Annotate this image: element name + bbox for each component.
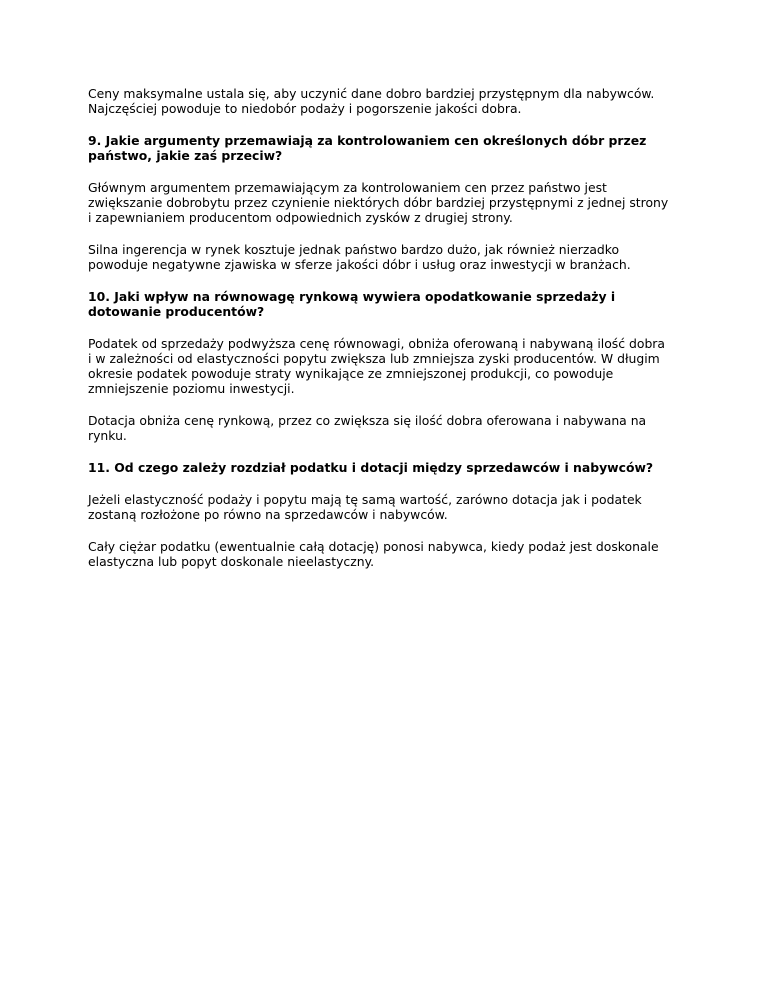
text-line: zwiększanie dobrobytu przez czynienie niektórych dóbr bardziej przystępnymi z jednej strony [88,195,669,210]
text-line: zmniejszenie poziomu inwestycji. [88,381,295,396]
text-line: państwo, jakie zaś przeciw? [88,148,283,163]
paragraph-max-prices [88,86,688,116]
text-line: rynku. [88,428,127,443]
text-line: 10. Jaki wpływ na równowagę rynkową wywiera opodatkowanie sprzedaży i [88,289,616,304]
text-line: Najczęściej powoduje to niedobór podaży i pogorszenie jakości dobra. [88,101,522,116]
paragraph-arguments-for [88,180,688,225]
paragraph-full-burden [88,539,688,569]
question-9-heading [88,133,688,163]
text-line: i w zależności od elastyczności popytu zwiększa lub zmniejsza zyski producentów. W długim [88,351,660,366]
text-line: dotowanie producentów? [88,304,265,319]
text-line: okresie podatek powoduje straty wynikające ze zmniejszonej produkcji, co powoduje [88,366,614,381]
paragraph-equal-elasticity [88,492,688,522]
paragraph-text [88,413,688,443]
paragraph-text [88,336,688,396]
text-line: Silna ingerencja w rynek kosztuje jednak państwo bardzo dużo, jak również nierzadko [88,242,620,257]
text-line: i zapewnianiem producentom odpowiednich zysków z drugiej strony. [88,210,513,225]
document-page [88,86,688,586]
question-text [88,133,688,163]
text-line: elastyczna lub popyt doskonale nieelastyczny. [88,554,375,569]
question-11-heading [88,460,688,475]
question-text [88,289,688,319]
text-line: powoduje negatywne zjawiska w sferze jakości dóbr i usług oraz inwestycji w branżach. [88,257,631,272]
text-line: Głównym argumentem przemawiającym za kontrolowaniem cen przez państwo jest [88,180,607,195]
paragraph-text [88,492,688,522]
text-line: 9. Jakie argumenty przemawiają za kontrolowaniem cen określonych dóbr przez [88,133,647,148]
paragraph-subsidy [88,413,688,443]
text-line: zostaną rozłożone po równo na sprzedawców i nabywców. [88,507,448,522]
text-line: Jeżeli elastyczność podaży i popytu mają tę samą wartość, zarówno dotacja jak i podatek [88,492,642,507]
paragraph-text [88,86,688,116]
text-line: Dotacja obniża cenę rynkową, przez co zwiększa się ilość dobra oferowana i nabywana na [88,413,647,428]
paragraph-arguments-against [88,242,688,272]
text-line: Cały ciężar podatku (ewentualnie całą dotację) ponosi nabywca, kiedy podaż jest doskonale [88,539,659,554]
text-line: 11. Od czego zależy rozdział podatku i dotacji między sprzedawców i nabywców? [88,460,654,475]
text-line: Ceny maksymalne ustala się, aby uczynić dane dobro bardziej przystępnym dla nabywców. [88,86,655,101]
question-text [88,460,688,475]
paragraph-text [88,242,688,272]
paragraph-sales-tax [88,336,688,396]
text-line: Podatek od sprzedaży podwyższa cenę równowagi, obniża oferowaną i nabywaną ilość dobra [88,336,665,351]
paragraph-text [88,180,688,225]
paragraph-text [88,539,688,569]
question-10-heading [88,289,688,319]
